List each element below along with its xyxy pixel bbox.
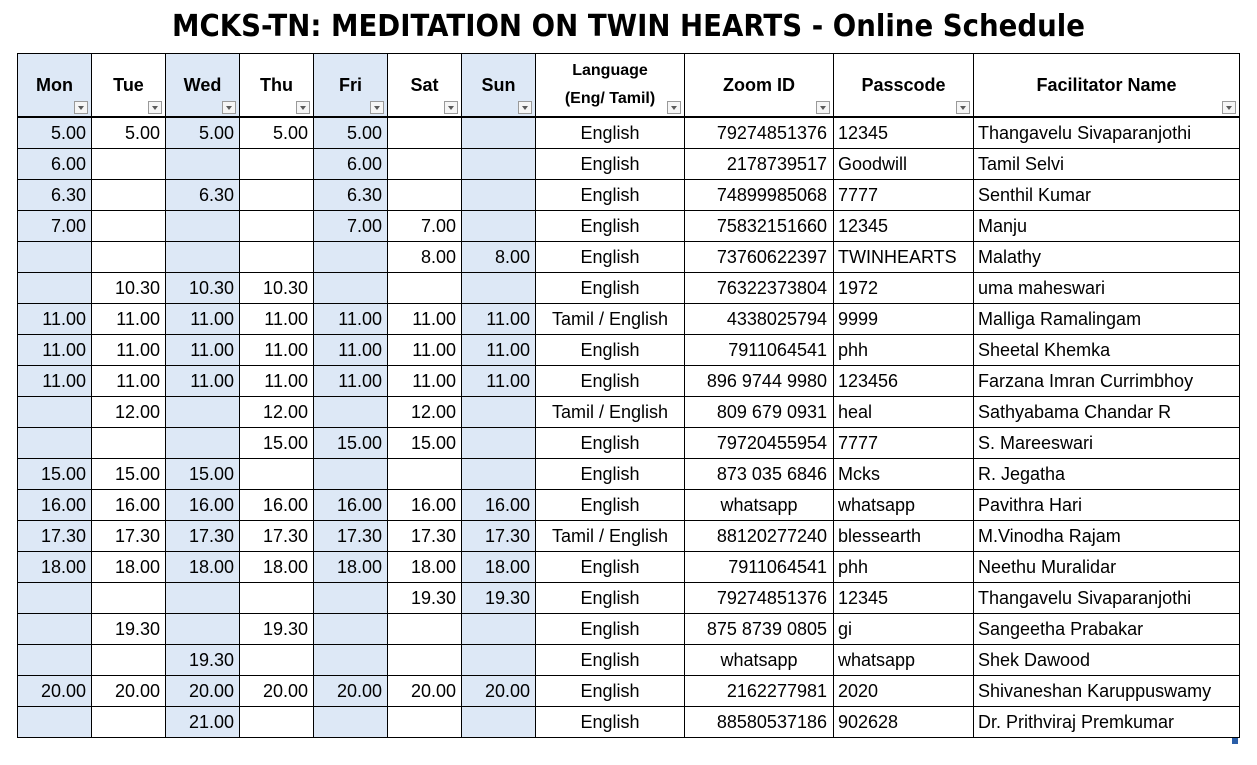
cell-name[interactable]: Manju bbox=[974, 211, 1240, 242]
cell-name[interactable]: Sangeetha Prabakar bbox=[974, 614, 1240, 645]
cell-zoom[interactable]: whatsapp bbox=[685, 645, 834, 676]
cell-fri[interactable]: 11.00 bbox=[314, 335, 388, 366]
cell-pass[interactable]: 12345 bbox=[834, 117, 974, 149]
cell-mon[interactable]: 11.00 bbox=[18, 366, 92, 397]
cell-sun[interactable]: 11.00 bbox=[462, 335, 536, 366]
cell-fri[interactable] bbox=[314, 242, 388, 273]
cell-sun[interactable]: 20.00 bbox=[462, 676, 536, 707]
cell-lang[interactable]: Tamil / English bbox=[536, 397, 685, 428]
cell-zoom[interactable]: 7911064541 bbox=[685, 335, 834, 366]
cell-zoom[interactable]: 2162277981 bbox=[685, 676, 834, 707]
cell-tue[interactable]: 11.00 bbox=[92, 335, 166, 366]
table-row bbox=[18, 242, 1240, 273]
cell-tue[interactable] bbox=[92, 180, 166, 211]
cell-thu[interactable]: 18.00 bbox=[240, 552, 314, 583]
cell-sun[interactable] bbox=[462, 707, 536, 738]
cell-thu[interactable] bbox=[240, 645, 314, 676]
cell-wed[interactable]: 15.00 bbox=[166, 459, 240, 490]
cell-pass[interactable]: 902628 bbox=[834, 707, 974, 738]
cell-tue[interactable]: 11.00 bbox=[92, 304, 166, 335]
cell-pass[interactable]: phh bbox=[834, 335, 974, 366]
cell-zoom[interactable]: 2178739517 bbox=[685, 149, 834, 180]
column-header-label: Language (Eng/ Tamil) bbox=[564, 62, 656, 107]
cell-name[interactable]: R. Jegatha bbox=[974, 459, 1240, 490]
cell-zoom[interactable]: 75832151660 bbox=[685, 211, 834, 242]
cell-thu[interactable]: 16.00 bbox=[240, 490, 314, 521]
filter-dropdown-button[interactable] bbox=[370, 101, 384, 114]
cell-thu[interactable] bbox=[240, 583, 314, 614]
cell-zoom[interactable]: 76322373804 bbox=[685, 273, 834, 304]
cell-pass[interactable]: 12345 bbox=[834, 211, 974, 242]
cell-mon[interactable]: 15.00 bbox=[18, 459, 92, 490]
table-row bbox=[18, 304, 1240, 335]
cell-fri[interactable]: 20.00 bbox=[314, 676, 388, 707]
cell-pass[interactable]: 9999 bbox=[834, 304, 974, 335]
cell-tue[interactable]: 10.30 bbox=[92, 273, 166, 304]
table-row bbox=[18, 180, 1240, 211]
cell-wed[interactable]: 11.00 bbox=[166, 304, 240, 335]
cell-fri[interactable] bbox=[314, 397, 388, 428]
table-row bbox=[18, 645, 1240, 676]
cell-fri[interactable] bbox=[314, 273, 388, 304]
cell-wed[interactable]: 20.00 bbox=[166, 676, 240, 707]
cell-name[interactable]: Thangavelu Sivaparanjothi bbox=[974, 117, 1240, 149]
cell-zoom[interactable]: 79720455954 bbox=[685, 428, 834, 459]
cell-pass[interactable]: blessearth bbox=[834, 521, 974, 552]
table-row bbox=[18, 335, 1240, 366]
filter-dropdown-button[interactable] bbox=[296, 101, 310, 114]
cell-pass[interactable]: TWINHEARTS bbox=[834, 242, 974, 273]
cell-pass[interactable]: heal bbox=[834, 397, 974, 428]
table-row bbox=[18, 707, 1240, 738]
cell-thu[interactable] bbox=[240, 149, 314, 180]
filter-dropdown-button[interactable] bbox=[74, 101, 88, 114]
cell-name[interactable]: Malliga Ramalingam bbox=[974, 304, 1240, 335]
cell-lang[interactable]: English bbox=[536, 149, 685, 180]
cell-zoom[interactable]: 88120277240 bbox=[685, 521, 834, 552]
cell-lang[interactable]: English bbox=[536, 459, 685, 490]
cell-thu[interactable]: 12.00 bbox=[240, 397, 314, 428]
column-header-label: Zoom ID bbox=[723, 74, 795, 95]
cell-pass[interactable]: Mcks bbox=[834, 459, 974, 490]
cell-name[interactable]: Farzana Imran Currimbhoy bbox=[974, 366, 1240, 397]
cell-thu[interactable]: 5.00 bbox=[240, 117, 314, 149]
cell-sun[interactable] bbox=[462, 149, 536, 180]
cell-fri[interactable] bbox=[314, 614, 388, 645]
cell-thu[interactable]: 11.00 bbox=[240, 304, 314, 335]
cell-sun[interactable] bbox=[462, 117, 536, 149]
cell-name[interactable]: Shivaneshan Karuppuswamy bbox=[974, 676, 1240, 707]
cell-sat[interactable]: 12.00 bbox=[388, 397, 462, 428]
cell-wed[interactable] bbox=[166, 614, 240, 645]
cell-sat[interactable]: 17.30 bbox=[388, 521, 462, 552]
cell-sun[interactable]: 18.00 bbox=[462, 552, 536, 583]
cell-thu[interactable]: 20.00 bbox=[240, 676, 314, 707]
table-row bbox=[18, 428, 1240, 459]
cell-tue[interactable] bbox=[92, 211, 166, 242]
cell-zoom[interactable]: 74899985068 bbox=[685, 180, 834, 211]
table-row bbox=[18, 459, 1240, 490]
cell-wed[interactable]: 6.30 bbox=[166, 180, 240, 211]
cell-zoom[interactable]: 7911064541 bbox=[685, 552, 834, 583]
column-header-label: Mon bbox=[36, 74, 73, 95]
cell-wed[interactable] bbox=[166, 211, 240, 242]
cell-pass[interactable]: gi bbox=[834, 614, 974, 645]
column-header-label: Fri bbox=[338, 74, 362, 95]
cell-sun[interactable] bbox=[462, 645, 536, 676]
cell-mon[interactable]: 17.30 bbox=[18, 521, 92, 552]
table-row bbox=[18, 211, 1240, 242]
cell-sat[interactable]: 16.00 bbox=[388, 490, 462, 521]
cell-name[interactable]: Pavithra Hari bbox=[974, 490, 1240, 521]
cell-pass[interactable]: whatsapp bbox=[834, 645, 974, 676]
cell-zoom[interactable]: 875 8739 0805 bbox=[685, 614, 834, 645]
cell-fri[interactable] bbox=[314, 583, 388, 614]
cell-name[interactable]: Thangavelu Sivaparanjothi bbox=[974, 583, 1240, 614]
column-header-label: Facilitator Name bbox=[1036, 74, 1177, 95]
cell-thu[interactable]: 15.00 bbox=[240, 428, 314, 459]
cell-pass[interactable]: phh bbox=[834, 552, 974, 583]
column-header-fri bbox=[314, 54, 388, 118]
cell-mon[interactable] bbox=[18, 273, 92, 304]
column-header-sun bbox=[462, 54, 536, 118]
cell-sat[interactable] bbox=[388, 273, 462, 304]
filter-dropdown-button[interactable] bbox=[667, 101, 681, 114]
cell-wed[interactable] bbox=[166, 428, 240, 459]
cell-mon[interactable]: 20.00 bbox=[18, 676, 92, 707]
page-title: MCKS-TN: MEDITATION ON TWIN HEARTS - Online Schedule bbox=[172, 9, 1085, 44]
cell-sun[interactable]: 17.30 bbox=[462, 521, 536, 552]
cell-zoom[interactable]: 88580537186 bbox=[685, 707, 834, 738]
cell-lang[interactable]: English bbox=[536, 180, 685, 211]
cell-name[interactable]: Senthil Kumar bbox=[974, 180, 1240, 211]
cell-sat[interactable]: 18.00 bbox=[388, 552, 462, 583]
cell-fri[interactable]: 15.00 bbox=[314, 428, 388, 459]
cell-zoom[interactable]: 873 035 6846 bbox=[685, 459, 834, 490]
cell-sun[interactable]: 19.30 bbox=[462, 583, 536, 614]
cell-mon[interactable] bbox=[18, 428, 92, 459]
cell-wed[interactable]: 11.00 bbox=[166, 366, 240, 397]
column-header-label: Wed bbox=[183, 74, 222, 95]
cell-mon[interactable]: 6.30 bbox=[18, 180, 92, 211]
cell-wed[interactable] bbox=[166, 149, 240, 180]
cell-name[interactable]: Neethu Muralidar bbox=[974, 552, 1240, 583]
cell-sun[interactable]: 11.00 bbox=[462, 304, 536, 335]
cell-name[interactable]: uma maheswari bbox=[974, 273, 1240, 304]
cell-lang[interactable]: English bbox=[536, 707, 685, 738]
cell-zoom[interactable]: 73760622397 bbox=[685, 242, 834, 273]
cell-pass[interactable]: 7777 bbox=[834, 180, 974, 211]
cell-tue[interactable]: 17.30 bbox=[92, 521, 166, 552]
cell-thu[interactable]: 19.30 bbox=[240, 614, 314, 645]
cell-zoom[interactable]: 896 9744 9980 bbox=[685, 366, 834, 397]
cell-pass[interactable]: 123456 bbox=[834, 366, 974, 397]
column-header-label: Tue bbox=[113, 74, 144, 95]
cell-wed[interactable]: 17.30 bbox=[166, 521, 240, 552]
cell-fri[interactable]: 5.00 bbox=[314, 117, 388, 149]
column-header-facilitator-name bbox=[974, 54, 1240, 118]
cell-tue[interactable] bbox=[92, 645, 166, 676]
cell-mon[interactable] bbox=[18, 583, 92, 614]
cell-mon[interactable]: 5.00 bbox=[18, 117, 92, 149]
table-row bbox=[18, 397, 1240, 428]
cell-sat[interactable]: 11.00 bbox=[388, 335, 462, 366]
cell-wed[interactable]: 11.00 bbox=[166, 335, 240, 366]
cell-fri[interactable]: 17.30 bbox=[314, 521, 388, 552]
cell-wed[interactable]: 18.00 bbox=[166, 552, 240, 583]
cell-sat[interactable]: 8.00 bbox=[388, 242, 462, 273]
table-row bbox=[18, 366, 1240, 397]
cell-fri[interactable] bbox=[314, 707, 388, 738]
cell-lang[interactable]: English bbox=[536, 335, 685, 366]
cell-mon[interactable] bbox=[18, 614, 92, 645]
cell-sat[interactable] bbox=[388, 614, 462, 645]
cell-fri[interactable]: 11.00 bbox=[314, 366, 388, 397]
cell-tue[interactable]: 12.00 bbox=[92, 397, 166, 428]
table-row bbox=[18, 273, 1240, 304]
filter-dropdown-button[interactable] bbox=[816, 101, 830, 114]
cell-wed[interactable]: 16.00 bbox=[166, 490, 240, 521]
cell-lang[interactable]: English bbox=[536, 428, 685, 459]
filter-dropdown-button[interactable] bbox=[148, 101, 162, 114]
cell-lang[interactable]: English bbox=[536, 645, 685, 676]
header-row bbox=[18, 54, 1240, 118]
cell-sat[interactable] bbox=[388, 180, 462, 211]
cell-fri[interactable]: 18.00 bbox=[314, 552, 388, 583]
cell-thu[interactable] bbox=[240, 242, 314, 273]
cell-name[interactable]: S. Mareeswari bbox=[974, 428, 1240, 459]
cell-mon[interactable]: 11.00 bbox=[18, 335, 92, 366]
cell-fri[interactable]: 11.00 bbox=[314, 304, 388, 335]
cell-thu[interactable] bbox=[240, 211, 314, 242]
column-header-tue bbox=[92, 54, 166, 118]
cell-tue[interactable] bbox=[92, 149, 166, 180]
cell-lang[interactable]: English bbox=[536, 211, 685, 242]
cell-sat[interactable] bbox=[388, 117, 462, 149]
cell-wed[interactable]: 19.30 bbox=[166, 645, 240, 676]
cell-lang[interactable]: English bbox=[536, 273, 685, 304]
cell-lang[interactable]: English bbox=[536, 552, 685, 583]
cell-name[interactable]: Tamil Selvi bbox=[974, 149, 1240, 180]
cell-sun[interactable]: 11.00 bbox=[462, 366, 536, 397]
cell-mon[interactable]: 18.00 bbox=[18, 552, 92, 583]
cell-sun[interactable]: 8.00 bbox=[462, 242, 536, 273]
cell-sun[interactable] bbox=[462, 211, 536, 242]
cell-sun[interactable] bbox=[462, 397, 536, 428]
cell-sun[interactable] bbox=[462, 273, 536, 304]
cell-thu[interactable] bbox=[240, 707, 314, 738]
cell-tue[interactable]: 15.00 bbox=[92, 459, 166, 490]
cell-fri[interactable]: 6.30 bbox=[314, 180, 388, 211]
table-row bbox=[18, 676, 1240, 707]
cell-pass[interactable]: Goodwill bbox=[834, 149, 974, 180]
column-header-label: Sun bbox=[481, 74, 516, 95]
cell-pass[interactable]: 2020 bbox=[834, 676, 974, 707]
selection-handle[interactable] bbox=[1232, 738, 1238, 744]
cell-wed[interactable] bbox=[166, 397, 240, 428]
column-header-language bbox=[536, 54, 685, 118]
cell-thu[interactable] bbox=[240, 180, 314, 211]
table-row bbox=[18, 583, 1240, 614]
filter-dropdown-button[interactable] bbox=[1222, 101, 1236, 114]
cell-sat[interactable]: 19.30 bbox=[388, 583, 462, 614]
cell-sat[interactable]: 7.00 bbox=[388, 211, 462, 242]
cell-fri[interactable] bbox=[314, 459, 388, 490]
cell-wed[interactable]: 10.30 bbox=[166, 273, 240, 304]
column-header-label: Passcode bbox=[861, 74, 946, 95]
table-body bbox=[18, 117, 1240, 738]
filter-dropdown-button[interactable] bbox=[956, 101, 970, 114]
column-header-sat bbox=[388, 54, 462, 118]
table-row bbox=[18, 521, 1240, 552]
column-header-passcode bbox=[834, 54, 974, 118]
cell-thu[interactable]: 17.30 bbox=[240, 521, 314, 552]
cell-mon[interactable] bbox=[18, 645, 92, 676]
cell-tue[interactable]: 18.00 bbox=[92, 552, 166, 583]
column-header-label: Sat bbox=[410, 74, 439, 95]
cell-name[interactable]: M.Vinodha Rajam bbox=[974, 521, 1240, 552]
cell-tue[interactable] bbox=[92, 428, 166, 459]
cell-sat[interactable] bbox=[388, 149, 462, 180]
cell-mon[interactable] bbox=[18, 242, 92, 273]
cell-sun[interactable] bbox=[462, 180, 536, 211]
cell-sat[interactable]: 20.00 bbox=[388, 676, 462, 707]
table-row bbox=[18, 552, 1240, 583]
cell-sat[interactable] bbox=[388, 707, 462, 738]
table-row bbox=[18, 149, 1240, 180]
cell-mon[interactable] bbox=[18, 397, 92, 428]
cell-thu[interactable]: 11.00 bbox=[240, 335, 314, 366]
cell-tue[interactable] bbox=[92, 583, 166, 614]
cell-fri[interactable]: 7.00 bbox=[314, 211, 388, 242]
cell-fri[interactable]: 16.00 bbox=[314, 490, 388, 521]
cell-name[interactable]: Sathyabama Chandar R bbox=[974, 397, 1240, 428]
cell-sat[interactable]: 15.00 bbox=[388, 428, 462, 459]
cell-lang[interactable]: English bbox=[536, 490, 685, 521]
cell-wed[interactable]: 5.00 bbox=[166, 117, 240, 149]
cell-name[interactable]: Malathy bbox=[974, 242, 1240, 273]
cell-fri[interactable] bbox=[314, 645, 388, 676]
cell-lang[interactable]: Tamil / English bbox=[536, 521, 685, 552]
cell-lang[interactable]: English bbox=[536, 117, 685, 149]
cell-lang[interactable]: English bbox=[536, 614, 685, 645]
cell-tue[interactable]: 5.00 bbox=[92, 117, 166, 149]
cell-sun[interactable] bbox=[462, 614, 536, 645]
column-header-mon bbox=[18, 54, 92, 118]
cell-sat[interactable]: 11.00 bbox=[388, 304, 462, 335]
cell-sun[interactable]: 16.00 bbox=[462, 490, 536, 521]
cell-tue[interactable] bbox=[92, 242, 166, 273]
cell-pass[interactable]: whatsapp bbox=[834, 490, 974, 521]
cell-thu[interactable] bbox=[240, 459, 314, 490]
cell-mon[interactable] bbox=[18, 707, 92, 738]
cell-tue[interactable]: 16.00 bbox=[92, 490, 166, 521]
cell-tue[interactable]: 20.00 bbox=[92, 676, 166, 707]
cell-zoom[interactable]: 4338025794 bbox=[685, 304, 834, 335]
cell-tue[interactable]: 19.30 bbox=[92, 614, 166, 645]
schedule-table bbox=[17, 53, 1240, 738]
cell-sat[interactable]: 11.00 bbox=[388, 366, 462, 397]
column-header-zoom-id bbox=[685, 54, 834, 118]
cell-sat[interactable] bbox=[388, 645, 462, 676]
cell-tue[interactable] bbox=[92, 707, 166, 738]
cell-name[interactable]: Shek Dawood bbox=[974, 645, 1240, 676]
cell-name[interactable]: Sheetal Khemka bbox=[974, 335, 1240, 366]
cell-pass[interactable]: 1972 bbox=[834, 273, 974, 304]
cell-zoom[interactable]: 809 679 0931 bbox=[685, 397, 834, 428]
table-row bbox=[18, 117, 1240, 149]
cell-thu[interactable]: 11.00 bbox=[240, 366, 314, 397]
cell-wed[interactable] bbox=[166, 583, 240, 614]
cell-lang[interactable]: English bbox=[536, 366, 685, 397]
cell-wed[interactable] bbox=[166, 242, 240, 273]
cell-zoom[interactable]: 79274851376 bbox=[685, 583, 834, 614]
cell-mon[interactable]: 16.00 bbox=[18, 490, 92, 521]
cell-tue[interactable]: 11.00 bbox=[92, 366, 166, 397]
cell-wed[interactable]: 21.00 bbox=[166, 707, 240, 738]
cell-sun[interactable] bbox=[462, 459, 536, 490]
column-header-label: Thu bbox=[260, 74, 293, 95]
cell-pass[interactable]: 7777 bbox=[834, 428, 974, 459]
cell-fri[interactable]: 6.00 bbox=[314, 149, 388, 180]
cell-lang[interactable]: Tamil / English bbox=[536, 304, 685, 335]
cell-sun[interactable] bbox=[462, 428, 536, 459]
cell-lang[interactable]: English bbox=[536, 583, 685, 614]
cell-mon[interactable]: 11.00 bbox=[18, 304, 92, 335]
cell-lang[interactable]: English bbox=[536, 676, 685, 707]
filter-dropdown-button[interactable] bbox=[222, 101, 236, 114]
cell-name[interactable]: Dr. Prithviraj Premkumar bbox=[974, 707, 1240, 738]
cell-thu[interactable]: 10.30 bbox=[240, 273, 314, 304]
cell-lang[interactable]: English bbox=[536, 242, 685, 273]
table-row bbox=[18, 490, 1240, 521]
cell-pass[interactable]: 12345 bbox=[834, 583, 974, 614]
cell-mon[interactable]: 6.00 bbox=[18, 149, 92, 180]
column-header-wed bbox=[166, 54, 240, 118]
filter-dropdown-button[interactable] bbox=[444, 101, 458, 114]
cell-zoom[interactable]: 79274851376 bbox=[685, 117, 834, 149]
table-row bbox=[18, 614, 1240, 645]
cell-mon[interactable]: 7.00 bbox=[18, 211, 92, 242]
cell-zoom[interactable]: whatsapp bbox=[685, 490, 834, 521]
column-header-thu bbox=[240, 54, 314, 118]
cell-sat[interactable] bbox=[388, 459, 462, 490]
filter-dropdown-button[interactable] bbox=[518, 101, 532, 114]
